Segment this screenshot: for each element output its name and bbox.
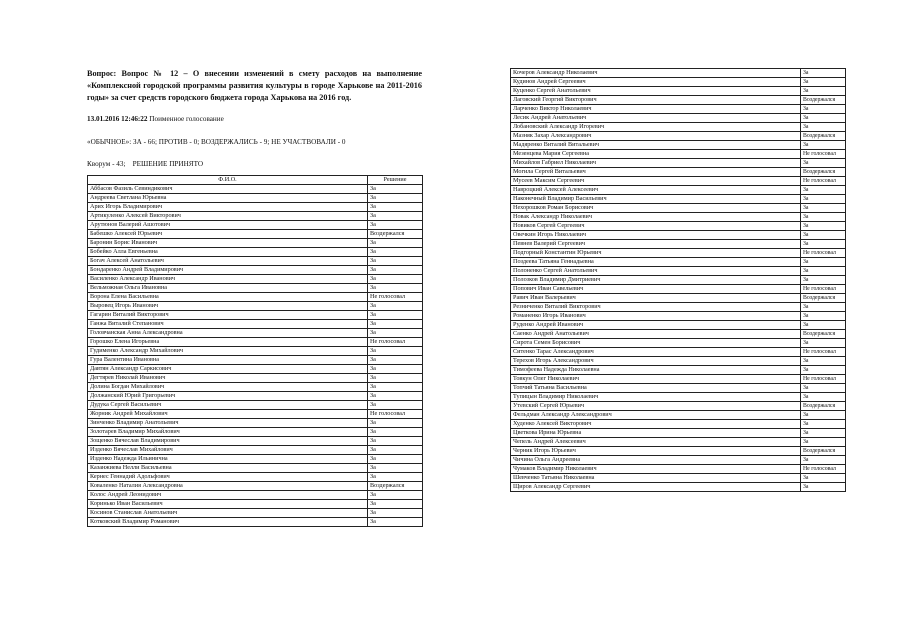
deputy-name: Романенко Игорь Иванович	[511, 312, 801, 321]
table-row	[511, 267, 846, 276]
deputy-vote: За	[368, 455, 423, 464]
table-row	[511, 465, 846, 474]
deputy-name: Давтян Александр Саркисович	[88, 365, 368, 374]
deputy-name: Ворона Елена Васильевна	[88, 293, 368, 302]
table-row	[88, 221, 423, 230]
table-row	[511, 114, 846, 123]
deputy-name: Бобейко Алла Евгеньевна	[88, 248, 368, 257]
deputy-vote: За	[368, 374, 423, 383]
deputy-name: Равич Иван Валерьевич	[511, 294, 801, 303]
table-row	[88, 203, 423, 212]
table-row	[88, 284, 423, 293]
deputy-vote: За	[801, 456, 846, 465]
deputy-vote: Не голосовал	[801, 150, 846, 159]
deputy-name: Новиков Сергей Сергеевич	[511, 222, 801, 231]
deputy-vote: Не голосовал	[801, 465, 846, 474]
deputy-vote: За	[801, 231, 846, 240]
table-row	[511, 150, 846, 159]
table-row	[511, 195, 846, 204]
deputy-vote: Не голосовал	[801, 348, 846, 357]
deputy-name: Коваленко Наталия Александровна	[88, 482, 368, 491]
table-row	[88, 446, 423, 455]
deputy-vote: Воздержался	[801, 168, 846, 177]
deputy-vote: За	[368, 212, 423, 221]
deputy-vote: Не голосовал	[801, 285, 846, 294]
deputy-name: Вельможная Ольга Ивановна	[88, 284, 368, 293]
deputy-name: Мазняк Захар Александрович	[511, 132, 801, 141]
table-row	[88, 455, 423, 464]
deputy-vote: За	[801, 258, 846, 267]
table-row	[511, 132, 846, 141]
deputy-name: Гура Валентина Ивановна	[88, 356, 368, 365]
deputy-name: Гудименко Александр Михайлович	[88, 347, 368, 356]
deputy-vote: За	[801, 276, 846, 285]
table-row	[88, 437, 423, 446]
deputy-vote: За	[368, 383, 423, 392]
table-row	[88, 239, 423, 248]
deputy-vote: За	[801, 78, 846, 87]
deputy-vote: Не голосовал	[368, 293, 423, 302]
deputy-name: Лесик Андрей Анатольевич	[511, 114, 801, 123]
deputy-name: Резниченко Виталий Викторович	[511, 303, 801, 312]
left-table-body	[88, 185, 423, 527]
quorum-line	[87, 159, 422, 169]
table-row	[88, 302, 423, 311]
deputy-name: Тупицын Владимир Николаевич	[511, 393, 801, 402]
deputy-name: Выровец Игорь Иванович	[88, 302, 368, 311]
left-vote-table	[87, 175, 423, 527]
deputy-vote: За	[368, 446, 423, 455]
deputy-vote: Воздержался	[801, 330, 846, 339]
deputy-name: Лобановский Александр Игоревич	[511, 123, 801, 132]
deputy-name: Кернес Геннадий Адольфович	[88, 473, 368, 482]
deputy-name: Зощенко Вячеслав Владимирович	[88, 437, 368, 446]
table-row	[511, 474, 846, 483]
deputy-name: Баронин Борис Иванович	[88, 239, 368, 248]
deputy-vote: За	[368, 509, 423, 518]
deputy-vote: За	[368, 329, 423, 338]
table-row	[511, 285, 846, 294]
deputy-vote: За	[368, 518, 423, 527]
deputy-name: Попович Иван Савельевич	[511, 285, 801, 294]
deputy-name: Казанжиева Нелли Васильевна	[88, 464, 368, 473]
deputy-vote: За	[801, 69, 846, 78]
deputy-name: Навроцкий Алексей Алексеевич	[511, 186, 801, 195]
vote-datetime: 13.01.2016 12:46:22	[87, 115, 148, 123]
table-row	[511, 312, 846, 321]
table-row	[88, 428, 423, 437]
deputy-name: Полозков Владимир Дмитриевич	[511, 276, 801, 285]
table-row	[511, 105, 846, 114]
table-row	[511, 330, 846, 339]
deputy-vote: За	[368, 203, 423, 212]
decision: РЕШЕНИЕ ПРИНЯТО	[132, 160, 204, 168]
deputy-vote: За	[368, 284, 423, 293]
table-row	[511, 411, 846, 420]
deputy-vote: За	[801, 393, 846, 402]
deputy-vote: За	[368, 185, 423, 194]
deputy-vote: Не голосовал	[801, 375, 846, 384]
table-row	[511, 231, 846, 240]
deputy-vote: За	[368, 428, 423, 437]
deputy-vote: Не голосовал	[801, 249, 846, 258]
table-row	[88, 266, 423, 275]
deputy-name: Бабешко Алексей Юрьевич	[88, 230, 368, 239]
table-row	[511, 348, 846, 357]
table-row	[511, 483, 846, 492]
deputy-name: Должанский Юрий Григорьевич	[88, 392, 368, 401]
deputy-name: Полоненко Сергей Анатольевич	[511, 267, 801, 276]
deputy-vote: За	[368, 437, 423, 446]
table-row	[88, 230, 423, 239]
deputy-vote: За	[801, 474, 846, 483]
deputy-vote: За	[368, 302, 423, 311]
table-row	[511, 240, 846, 249]
left-column	[87, 68, 422, 527]
deputy-name: Головчанская Анна Александровна	[88, 329, 368, 338]
header-vote: Решение	[368, 176, 423, 185]
deputy-name: Певнев Валерий Сергеевич	[511, 240, 801, 249]
deputy-vote: За	[801, 429, 846, 438]
deputy-name: Нехорошков Роман Борисович	[511, 204, 801, 213]
table-row	[511, 384, 846, 393]
deputy-name: Куценко Сергей Анатольевич	[511, 87, 801, 96]
question-text: Вопрос: Вопрос № 12 – О внесении изменений в смету расходов на выполнение «Комплексной городской программы развития культуры в городе Харькове на 2011-2016 годы» за счет средств городского бюджета города Харькова на 2016 год.	[87, 69, 422, 102]
deputy-name: Чепель Андрей Алексеевич	[511, 438, 801, 447]
table-row	[511, 204, 846, 213]
table-row	[88, 275, 423, 284]
deputy-vote: Воздержался	[368, 482, 423, 491]
table-header-row	[88, 176, 423, 185]
table-row	[511, 168, 846, 177]
deputy-vote: За	[801, 105, 846, 114]
deputy-name: Терехов Игорь Александрович	[511, 357, 801, 366]
header-name: Ф.И.О.	[88, 176, 368, 185]
vote-result-line: «ОБЫЧНОЕ»: ЗА - 66; ПРОТИВ - 0; ВОЗДЕРЖАЛИСЬ - 9; НЕ УЧАСТВОВАЛИ - 0	[87, 138, 346, 146]
deputy-name: Долина Богдан Михайлович	[88, 383, 368, 392]
deputy-name: Зинченко Владимир Анатольевич	[88, 419, 368, 428]
table-row	[511, 213, 846, 222]
deputy-name: Арих Игорь Владимирович	[88, 203, 368, 212]
deputy-vote: За	[801, 366, 846, 375]
deputy-name: Дегтярев Николай Иванович	[88, 374, 368, 383]
table-row	[88, 365, 423, 374]
deputy-name: Саенко Андрей Анатольевич	[511, 330, 801, 339]
deputy-vote: Не голосовал	[368, 410, 423, 419]
table-row	[88, 320, 423, 329]
deputy-vote: Воздержался	[368, 230, 423, 239]
table-row	[88, 329, 423, 338]
table-row	[88, 212, 423, 221]
table-row	[88, 500, 423, 509]
table-row	[511, 78, 846, 87]
deputy-vote: За	[368, 266, 423, 275]
deputy-name: Худенко Алексей Викторович	[511, 420, 801, 429]
deputy-name: Лаговский Георгий Викторович	[511, 96, 801, 105]
table-row	[88, 347, 423, 356]
deputy-name: Могила Сергей Витальевич	[511, 168, 801, 177]
deputy-vote: За	[801, 312, 846, 321]
deputy-name: Сирота Семен Борисович	[511, 339, 801, 348]
right-table-body	[511, 69, 846, 492]
table-row	[88, 293, 423, 302]
deputy-name: Мезенцева Мария Сергеевна	[511, 150, 801, 159]
deputy-name: Михайлов Габриел Николаевич	[511, 159, 801, 168]
table-row	[511, 447, 846, 456]
deputy-vote: За	[368, 347, 423, 356]
deputy-name: Андреева Светлана Юрьевна	[88, 194, 368, 203]
deputy-vote: За	[368, 194, 423, 203]
table-row	[88, 392, 423, 401]
table-row	[88, 374, 423, 383]
deputy-vote: За	[368, 419, 423, 428]
table-row	[511, 393, 846, 402]
table-row	[511, 402, 846, 411]
deputy-vote: Воздержался	[801, 96, 846, 105]
deputy-name: Щиров Александр Сергеевич	[511, 483, 801, 492]
deputy-vote: За	[801, 213, 846, 222]
deputy-vote: За	[368, 257, 423, 266]
deputy-name: Колос Андрей Леонидович	[88, 491, 368, 500]
deputy-vote: За	[801, 267, 846, 276]
deputy-name: Тимофеева Надежда Николаевна	[511, 366, 801, 375]
deputy-vote: За	[801, 411, 846, 420]
table-row	[88, 491, 423, 500]
deputy-vote: За	[801, 114, 846, 123]
deputy-vote: Не голосовал	[801, 177, 846, 186]
deputy-name: Подгорный Константин Юрьевич	[511, 249, 801, 258]
table-row	[88, 356, 423, 365]
deputy-vote: За	[368, 248, 423, 257]
table-row	[88, 518, 423, 527]
deputy-name: Фельдман Александр Александрович	[511, 411, 801, 420]
table-row	[88, 401, 423, 410]
deputy-vote: За	[801, 204, 846, 213]
deputy-name: Наконечный Владимир Васильевич	[511, 195, 801, 204]
deputy-vote: За	[801, 159, 846, 168]
deputy-vote: За	[368, 473, 423, 482]
table-row	[511, 186, 846, 195]
deputy-vote: За	[801, 339, 846, 348]
deputy-vote: За	[801, 87, 846, 96]
deputy-name: Поздеева Татьяна Геннадьевна	[511, 258, 801, 267]
table-row	[511, 357, 846, 366]
deputy-name: Горошко Елена Игорьевна	[88, 338, 368, 347]
deputy-name: Овечкин Игорь Николаевич	[511, 231, 801, 240]
deputy-name: Арутюнов Валерий Ашотович	[88, 221, 368, 230]
deputy-vote: Не голосовал	[368, 338, 423, 347]
deputy-name: Шевченко Татьяна Николаевна	[511, 474, 801, 483]
deputy-name: Богач Алексей Анатольевич	[88, 257, 368, 266]
deputy-name: Руденко Андрей Иванович	[511, 321, 801, 330]
deputy-vote: За	[368, 464, 423, 473]
table-row	[511, 96, 846, 105]
deputy-name: Цветкова Ирина Юрьевна	[511, 429, 801, 438]
deputy-name: Аббасов Фазиль Севиндикович	[88, 185, 368, 194]
deputy-name: Котковский Владимир Романович	[88, 518, 368, 527]
deputy-vote: Воздержался	[801, 132, 846, 141]
deputy-vote: За	[801, 186, 846, 195]
table-row	[511, 366, 846, 375]
table-row	[511, 375, 846, 384]
deputy-name: Чичина Ольга Андреевна	[511, 456, 801, 465]
deputy-vote: За	[368, 320, 423, 329]
deputy-vote: За	[368, 401, 423, 410]
deputy-vote: За	[801, 141, 846, 150]
table-row	[88, 185, 423, 194]
deputy-name: Мусеев Максим Сергеевич	[511, 177, 801, 186]
table-row	[511, 294, 846, 303]
deputy-vote: За	[801, 321, 846, 330]
deputy-name: Товкун Олег Николаевич	[511, 375, 801, 384]
deputy-name: Василенко Александр Иванович	[88, 275, 368, 284]
table-row	[88, 473, 423, 482]
deputy-vote: За	[801, 420, 846, 429]
table-row	[511, 249, 846, 258]
table-row	[511, 159, 846, 168]
right-vote-table	[510, 68, 846, 492]
table-row	[88, 248, 423, 257]
table-row	[88, 311, 423, 320]
table-row	[511, 87, 846, 96]
table-row	[511, 276, 846, 285]
deputy-name: Ларченко Виктор Николаевич	[511, 105, 801, 114]
deputy-vote: Воздержался	[801, 447, 846, 456]
deputy-vote: За	[801, 195, 846, 204]
deputy-vote: За	[801, 438, 846, 447]
table-row	[511, 303, 846, 312]
vote-meta	[87, 114, 422, 124]
table-row	[511, 123, 846, 132]
deputy-vote: За	[368, 365, 423, 374]
deputy-name: Косинов Станислав Анатольевич	[88, 509, 368, 518]
deputy-vote: За	[801, 303, 846, 312]
table-row	[88, 509, 423, 518]
deputy-name: Изденко Вячеслав Михайлович	[88, 446, 368, 455]
deputy-vote: За	[368, 500, 423, 509]
deputy-vote: Воздержался	[801, 402, 846, 411]
deputy-name: Кочеров Александр Николаевич	[511, 69, 801, 78]
deputy-vote: За	[368, 311, 423, 320]
deputy-name: Жорник Андрей Михайлович	[88, 410, 368, 419]
table-row	[88, 194, 423, 203]
deputy-vote: За	[801, 240, 846, 249]
deputy-name: Новак Александр Николаевич	[511, 213, 801, 222]
deputy-name: Чумаков Владимир Николаевич	[511, 465, 801, 474]
deputy-name: Утевский Сергей Юрьевич	[511, 402, 801, 411]
table-row	[88, 410, 423, 419]
deputy-name: Гагарин Виталий Викторович	[88, 311, 368, 320]
quorum: Кворум - 43;	[87, 160, 126, 168]
table-row	[511, 420, 846, 429]
table-row	[88, 419, 423, 428]
table-row	[511, 69, 846, 78]
deputy-vote: За	[368, 356, 423, 365]
table-row	[88, 464, 423, 473]
deputy-name: Изденко Надежда Ильинична	[88, 455, 368, 464]
deputy-vote: За	[368, 239, 423, 248]
table-row	[511, 339, 846, 348]
deputy-name: Бондаренко Андрей Владимирович	[88, 266, 368, 275]
deputy-name: Топчий Татьяна Васильевна	[511, 384, 801, 393]
deputy-vote: За	[801, 483, 846, 492]
deputy-name: Кудинов Андрей Сергеевич	[511, 78, 801, 87]
deputy-vote: За	[801, 222, 846, 231]
table-row	[511, 438, 846, 447]
deputy-vote: За	[801, 357, 846, 366]
table-row	[511, 258, 846, 267]
deputy-name: Черник Игорь Юрьевич	[511, 447, 801, 456]
deputy-name: Артикуленко Алексей Викторович	[88, 212, 368, 221]
deputy-name: Коринько Иван Васильевич	[88, 500, 368, 509]
vote-type: Поименное голосование	[149, 115, 224, 123]
deputy-vote: За	[801, 384, 846, 393]
table-row	[88, 338, 423, 347]
deputy-name: Ситенко Тарас Александрович	[511, 348, 801, 357]
deputy-name: Дудука Сергей Васильевич	[88, 401, 368, 410]
deputy-vote: За	[368, 275, 423, 284]
deputy-vote: За	[368, 221, 423, 230]
table-row	[88, 383, 423, 392]
deputy-vote: За	[801, 123, 846, 132]
deputy-vote: За	[368, 392, 423, 401]
table-row	[511, 222, 846, 231]
deputy-name: Ганжа Виталий Степанович	[88, 320, 368, 329]
deputy-name: Мадяренко Виталий Витальевич	[511, 141, 801, 150]
table-row	[511, 141, 846, 150]
table-row	[511, 429, 846, 438]
table-row	[88, 482, 423, 491]
table-row	[88, 257, 423, 266]
table-row	[511, 456, 846, 465]
deputy-name: Золотарев Владимир Михайлович	[88, 428, 368, 437]
table-row	[511, 177, 846, 186]
deputy-vote: За	[368, 491, 423, 500]
deputy-vote: Воздержался	[801, 294, 846, 303]
table-row	[511, 321, 846, 330]
